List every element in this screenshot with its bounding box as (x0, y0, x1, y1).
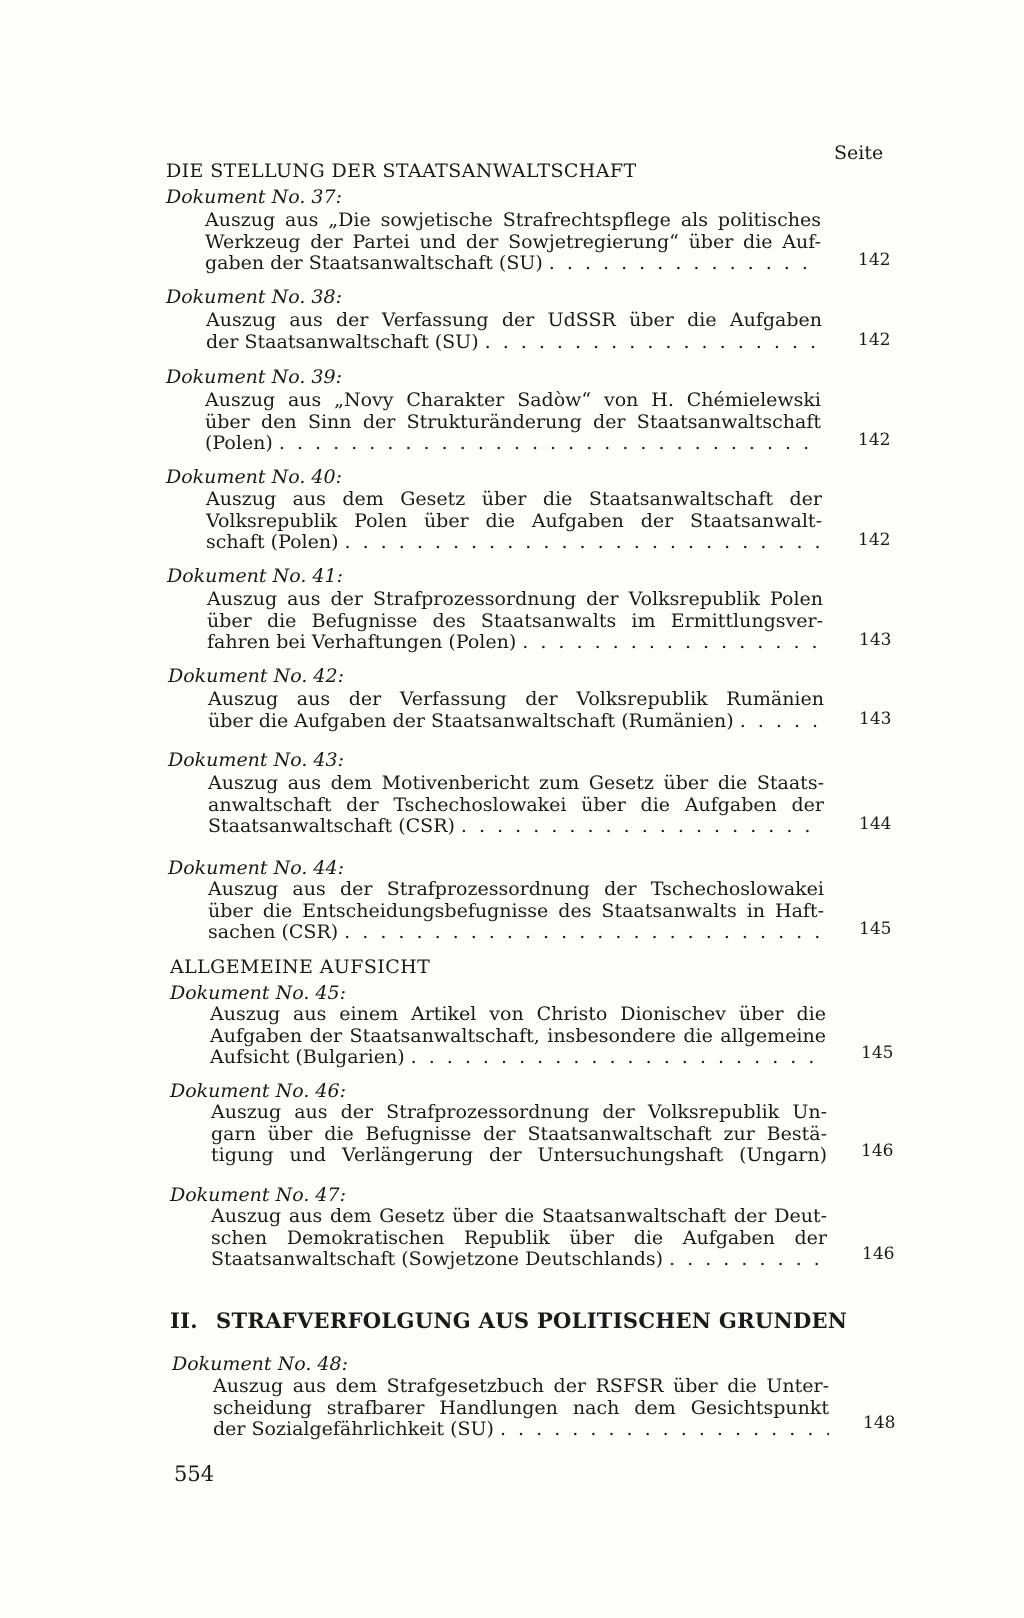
entry-line: Auszug aus der Strafprozessordnung der Volksrepublik Polen (207, 588, 823, 610)
entry-line: Staatsanwaltschaft (CSR) (208, 815, 455, 837)
entry-line-last (208, 816, 824, 838)
page-ref: 144 (859, 814, 892, 834)
entry-description (213, 1376, 829, 1441)
entry-line: fahren bei Verhaftungen (Polen) (207, 631, 517, 653)
entry-line: Auszug aus dem Gesetz über die Staatsanwaltschaft der Deut- (211, 1205, 827, 1227)
entry-line: über die Entscheidungsbefugnisse des Staatsanwalts in Haft- (208, 899, 824, 922)
entry-line: garn über die Befugnisse der Staatsanwaltschaft zur Bestä- (211, 1122, 827, 1145)
entry-line: Staatsanwaltschaft (Sowjetzone Deutschlands) (211, 1248, 664, 1270)
entry-line: sachen (CSR) (208, 921, 339, 943)
entry-line: Auszug aus „Novy Charakter Sadòw“ von H. Chémielewski (205, 389, 821, 411)
entry-line-last (205, 253, 821, 275)
entry-line: Aufgaben der Staatsanwaltschaft, insbesondere die allgemeine (210, 1024, 826, 1047)
leader-dots (345, 532, 823, 554)
entry-line: Auszug aus „Die sowjetische Strafrechtspflege als politisches (205, 209, 821, 231)
entry-line: Auszug aus der Verfassung der Volksrepublik Rumänien (208, 688, 824, 710)
entry-line-last (206, 532, 822, 554)
entry-description (205, 390, 821, 455)
entry-label: Dokument No. 46: (170, 1080, 346, 1102)
page-number: 554 (174, 1462, 215, 1486)
entry-line: schaft (Polen) (206, 531, 339, 553)
entry-description (208, 773, 824, 838)
entry-description (206, 489, 822, 554)
entry-line-last (210, 1047, 826, 1069)
section-title: STRAFVERFOLGUNG AUS POLITISCHEN GRUNDEN (216, 1308, 848, 1333)
entry-line: Auszug aus dem Motivenbericht zum Gesetz über die Staats- (208, 772, 824, 794)
page-ref: 142 (858, 530, 891, 550)
leader-dots (549, 253, 821, 275)
entry-line-last (213, 1419, 829, 1441)
entry-line-last (211, 1249, 827, 1271)
entry-line-last (206, 332, 822, 354)
leader-dots (669, 1249, 827, 1271)
seite-column-header: Seite (834, 142, 884, 164)
entry-line: Auszug aus dem Gesetz über die Staatsanwaltschaft der (206, 488, 822, 510)
section-number: II. (170, 1308, 198, 1333)
leader-dots (279, 433, 821, 455)
entry-line: Auszug aus der Strafprozessordnung der Tschechoslowakei (208, 878, 824, 900)
entry-line: über den Sinn der Strukturänderung der Staatsanwaltschaft (205, 410, 821, 433)
page-ref: 145 (859, 919, 892, 939)
entry-line: der Sozialgefährlichkeit (SU) (213, 1418, 494, 1440)
heading-staatsanwaltschaft: DIE STELLUNG DER STAATSANWALTSCHAFT (166, 160, 637, 182)
heading-aufsicht: ALLGEMEINE AUFSICHT (170, 956, 431, 978)
page-ref: 146 (862, 1244, 895, 1264)
leader-dots (485, 332, 822, 354)
entry-line: der Staatsanwaltschaft (SU) (206, 330, 479, 353)
page-ref: 142 (858, 250, 891, 270)
entry-description (207, 589, 823, 654)
entry-line: Werkzeug der Partei und der Sowjetregierung“ über die Auf- (205, 230, 821, 253)
entry-label: Dokument No. 37: (166, 186, 342, 208)
entry-label: Dokument No. 47: (170, 1184, 346, 1206)
entry-label: Dokument No. 39: (166, 366, 342, 388)
leader-dots (740, 711, 824, 733)
page-ref: 146 (861, 1141, 894, 1161)
entry-line: Auszug aus der Strafprozessordnung der Volksrepublik Un- (211, 1101, 827, 1123)
entry-description (206, 310, 822, 353)
entry-line-last (208, 711, 824, 733)
entry-line-last (208, 922, 824, 944)
entry-label: Dokument No. 42: (168, 665, 344, 687)
page-ref: 142 (858, 330, 891, 350)
leader-dots (522, 632, 823, 654)
entry-label: Dokument No. 44: (168, 857, 344, 879)
entry-label: Dokument No. 45: (170, 982, 346, 1004)
entry-line: Aufsicht (Bulgarien) (210, 1046, 405, 1068)
entry-line: Auszug aus dem Strafgesetzbuch der RSFSR über die Unter- (213, 1375, 829, 1397)
entry-line: Volksrepublik Polen über die Aufgaben der Staatsanwalt- (206, 509, 822, 532)
entry-line: über die Aufgaben der Staatsanwaltschaft (Rumänien) (208, 709, 734, 732)
entry-description (205, 210, 821, 275)
page-ref: 148 (863, 1413, 896, 1433)
entry-line: Auszug aus der Verfassung der UdSSR über die Aufgaben (206, 309, 822, 331)
page-ref: 143 (859, 630, 892, 650)
entry-description (210, 1004, 826, 1069)
entry-line: über die Befugnisse des Staatsanwalts im Ermittlungsver- (207, 609, 823, 632)
entry-description (211, 1206, 827, 1271)
entry-label: Dokument No. 40: (166, 466, 342, 488)
leader-dots (344, 922, 824, 944)
entry-label: Dokument No. 43: (168, 749, 344, 771)
leader-dots (461, 816, 824, 838)
entry-line-last (207, 632, 823, 654)
entry-line: Auszug aus einem Artikel von Christo Dionischev über die (210, 1003, 826, 1025)
entry-label: Dokument No. 48: (172, 1353, 348, 1375)
entry-line: anwaltschaft der Tschechoslowakei über die Aufgaben der (208, 793, 824, 816)
entry-line: scheidung strafbarer Handlungen nach dem Gesichtspunkt (213, 1396, 829, 1419)
entry-line: schen Demokratischen Republik über die Aufgaben der (211, 1226, 827, 1249)
page-ref: 142 (858, 430, 891, 450)
entry-description (208, 879, 824, 944)
entry-line: tigung und Verlängerung der Untersuchungshaft (Ungarn) (211, 1144, 827, 1166)
entry-line: gaben der Staatsanwaltschaft (SU) (205, 252, 543, 274)
entry-description (208, 689, 824, 732)
page-ref: 145 (861, 1043, 894, 1063)
leader-dots (411, 1047, 826, 1069)
entry-label: Dokument No. 38: (166, 286, 342, 308)
entry-line: (Polen) (205, 432, 273, 454)
entry-line-last (205, 433, 821, 455)
section-heading (170, 1308, 847, 1333)
entry-label: Dokument No. 41: (167, 565, 343, 587)
page-ref: 143 (859, 709, 892, 729)
leader-dots (500, 1419, 829, 1441)
entry-description (211, 1102, 827, 1167)
